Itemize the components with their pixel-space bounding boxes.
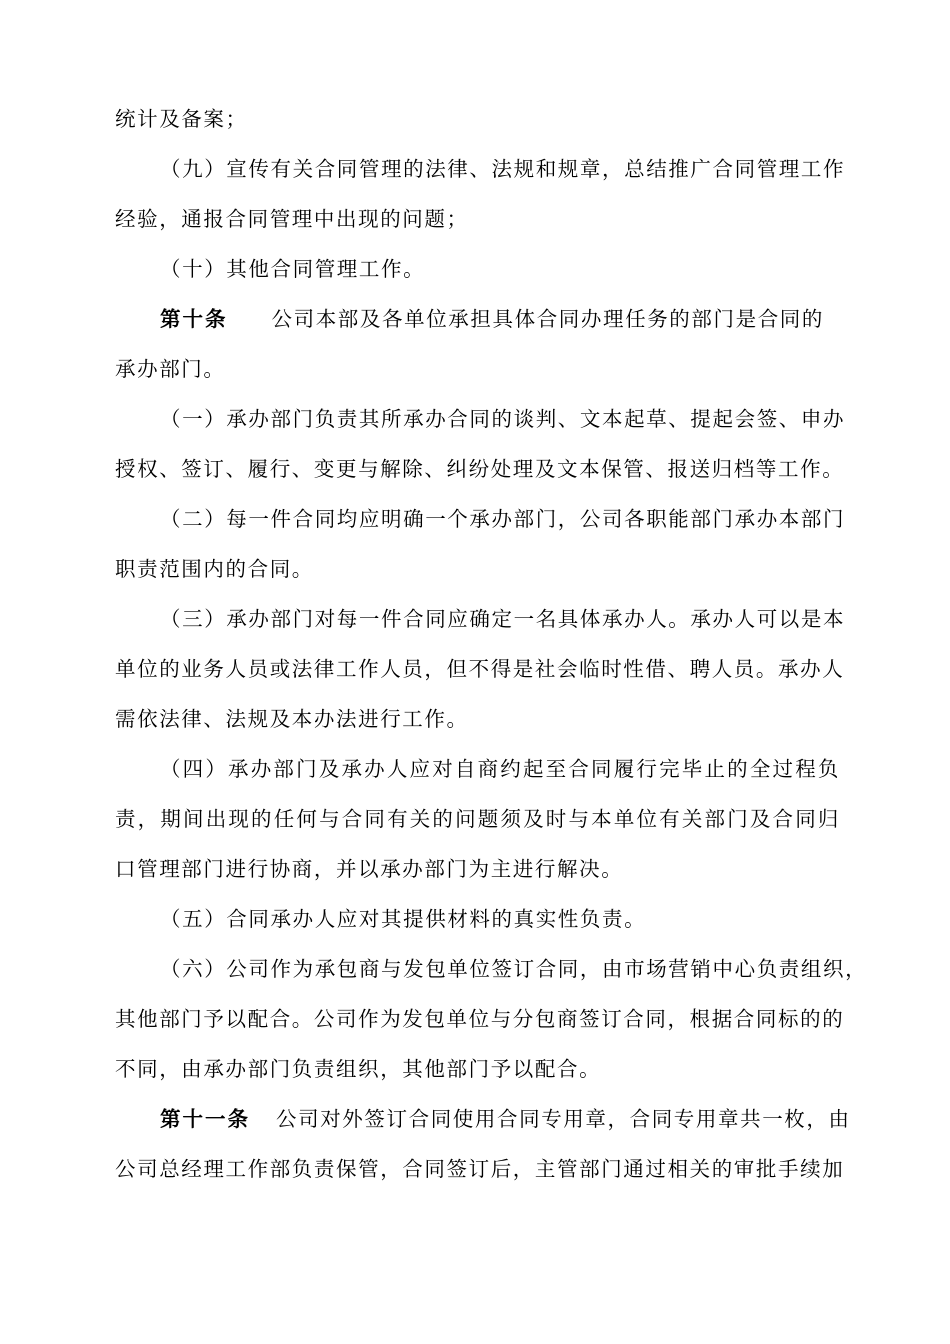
text-line: 公司对外签订合同使用合同专用章，合同专用章共一枚，由 xyxy=(276,1107,851,1131)
article-10-line xyxy=(160,304,840,334)
text-line: 需依法律、法规及本办法进行工作。 xyxy=(115,707,469,731)
text-line: （六）公司作为承包商与发包单位签订合同，由市场营销中心负责组织， xyxy=(160,957,868,981)
article-number: 第十条 xyxy=(160,307,228,331)
text-line: 公司本部及各单位承担具体合同办理任务的部门是合同的 xyxy=(271,307,824,331)
text-line: 责，期间出现的任何与合同有关的问题须及时与本单位有关部门及合同归 xyxy=(115,807,840,831)
text-line: （一）承办部门负责其所承办合同的谈判、文本起草、提起会签、申办 xyxy=(160,407,846,431)
text-line: （十）其他合同管理工作。 xyxy=(160,257,426,281)
text-line: （三）承办部门对每一件合同应确定一名具体承办人。承办人可以是本 xyxy=(160,607,846,631)
text-line: 公司总经理工作部负责保管，合同签订后，主管部门通过相关的审批手续加 xyxy=(115,1157,845,1181)
text-line: 单位的业务人员或法律工作人员，但不得是社会临时性借、聘人员。承办人 xyxy=(115,657,845,681)
text-line: （五）合同承办人应对其提供材料的真实性负责。 xyxy=(160,907,647,931)
text-line: 其他部门予以配合。公司作为发包单位与分包商签订合同，根据合同标的的 xyxy=(115,1007,845,1031)
text-line: （四）承办部门及承办人应对自商约起至合同履行完毕止的全过程负 xyxy=(160,757,840,781)
text-line: 经验，通报合同管理中出现的问题； xyxy=(115,207,469,231)
text-line: （二）每一件合同均应明确一个承办部门，公司各职能部门承办本部门 xyxy=(160,507,846,531)
text-line: 统计及备案； xyxy=(115,107,248,131)
text-line: 承办部门。 xyxy=(115,357,226,381)
text-line: 授权、签订、履行、变更与解除、纠纷处理及文本保管、报送归档等工作。 xyxy=(115,457,845,481)
text-line: 口管理部门进行协商，并以承办部门为主进行解决。 xyxy=(115,857,624,881)
text-line: 不同，由承办部门负责组织，其他部门予以配合。 xyxy=(115,1057,602,1081)
article-11-line xyxy=(160,1104,851,1134)
article-number: 第十一条 xyxy=(160,1107,250,1131)
text-line: （九）宣传有关合同管理的法律、法规和规章，总结推广合同管理工作 xyxy=(160,157,846,181)
text-line: 职责范围内的合同。 xyxy=(115,557,314,581)
